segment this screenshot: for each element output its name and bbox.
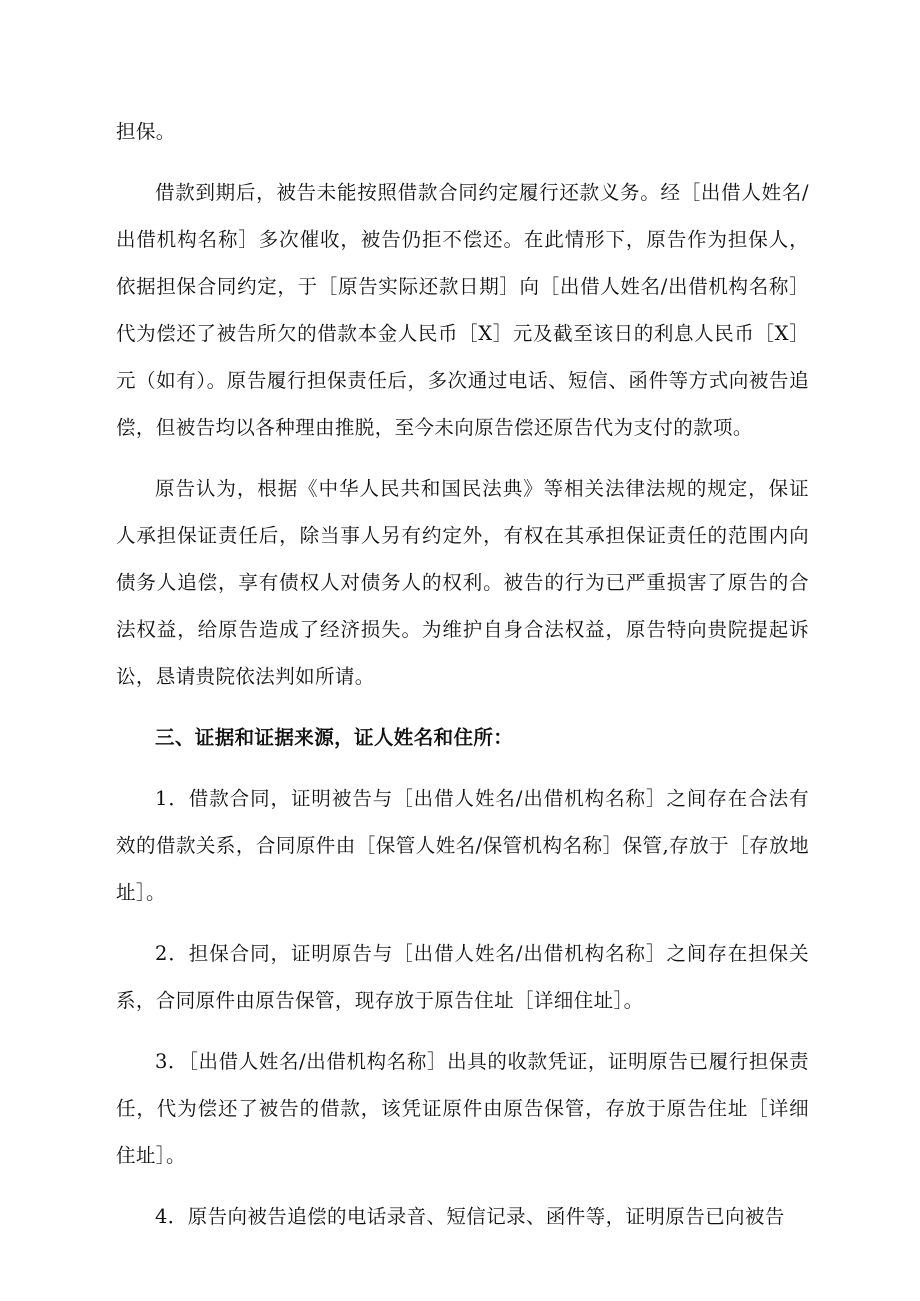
evidence-item-1: 1．借款合同，证明被告与［出借人姓名/出借机构名称］之间存在合法有效的借款关系，合同原件由［保管人姓名/保管机构名称］保管,存放于［存放地址］。 (116, 787, 809, 904)
evidence-item-4: 4．原告向被告追偿的电话录音、短信记录、函件等，证明原告已向被告 (155, 1205, 785, 1228)
paragraph-repayment-facts: 借款到期后，被告未能按照借款合同约定履行还款义务。经［出借人姓名/出借机构名称］多次催收，被告仍拒不偿还。在此情形下，原告作为担保人，依据担保合同约定，于［原告实际还款日期］向［出借人姓名/出借机构名称］代为偿还了被告所欠的借款本金人民币［X］元及截至该日的利息人民币［X］元（如有）。原告履行担保责任后，多次通过电话、短信、函件等方式向被告追偿，但被告均以各种理由推脱，至今未向原告偿还原告代为支付的款项。 (116, 181, 809, 439)
evidence-item-3: 3．［出借人姓名/出借机构名称］出具的收款凭证，证明原告已履行担保责任，代为偿还了被告的借款，该凭证原件由原告保管，存放于原告住址［详细住址］。 (116, 1050, 809, 1167)
document-body (116, 108, 809, 1254)
section-heading-evidence: 三、证据和证据来源，证人姓名和住所： (155, 726, 514, 749)
paragraph-continuation: 担保。 (116, 120, 176, 143)
evidence-item-2: 2．担保合同，证明原告与［出借人姓名/出借机构名称］之间存在担保关系，合同原件由原告保管，现存放于原告住址［详细住址］。 (116, 942, 809, 1012)
paragraph-legal-basis: 原告认为，根据《中华人民共和国民法典》等相关法律法规的规定，保证人承担保证责任后，除当事人另有约定外，有权在其承担保证责任的范围内向债务人追偿，享有债权人对债务人的权利。被告的行为已严重损害了原告的合法权益，给原告造成了经济损失。为维护自身合法权益，原告特向贵院提起诉讼，恳请贵院依法判如所请。 (116, 477, 809, 688)
